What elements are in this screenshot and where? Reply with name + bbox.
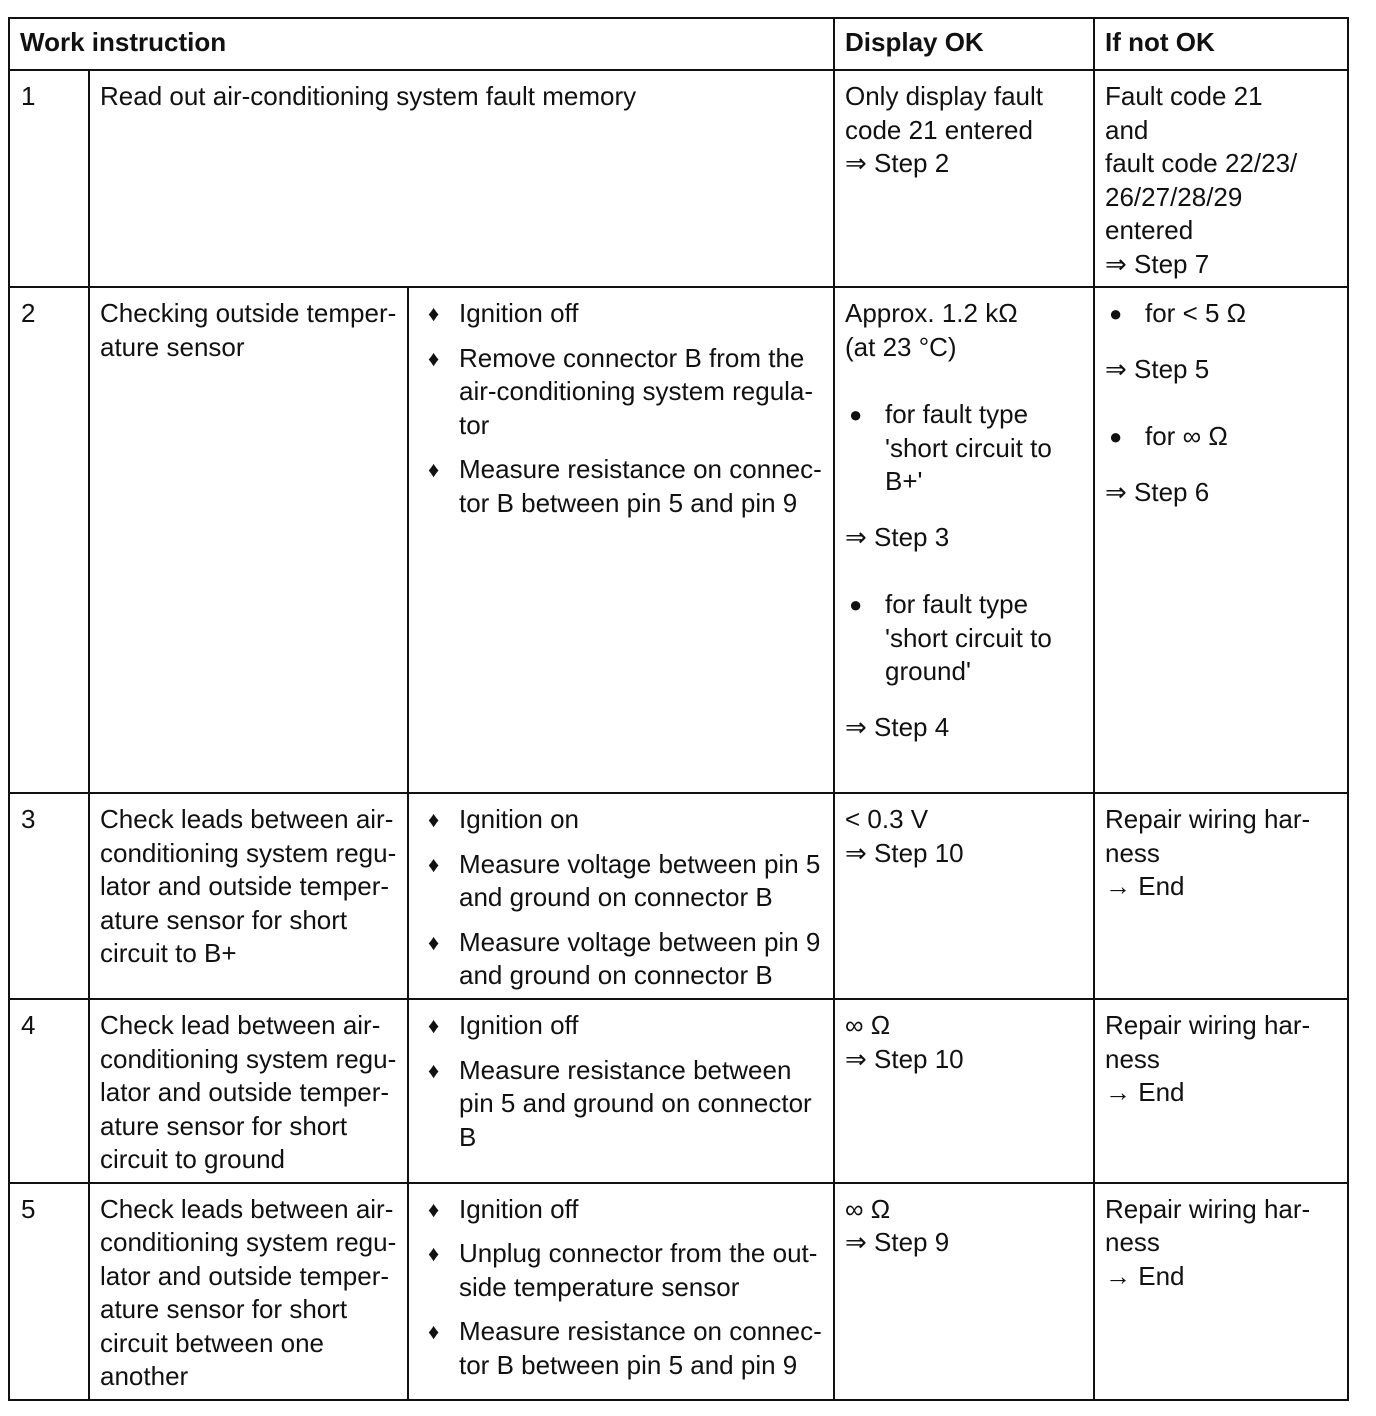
header-work-instruction: Work instruction bbox=[9, 18, 834, 70]
display-ok-cell: Approx. 1.2 kΩ (at 23 °C) ● for fault type 'short circuit to B+' ⇒ Step 3 ● for fault type 'short circuit to ground' ⇒ Step 4 bbox=[834, 287, 1094, 793]
diamond-bullet-icon: ♦ bbox=[428, 1057, 440, 1083]
list-item: ♦ Measure voltage between pin 9 and ground on connector B bbox=[428, 926, 821, 990]
table-row bbox=[9, 1183, 1348, 1400]
diamond-bullet-icon: ♦ bbox=[428, 1013, 440, 1038]
bullet-dot-icon: ● bbox=[1109, 301, 1123, 326]
step-actions bbox=[408, 793, 834, 999]
list-item: ♦ Ignition on bbox=[419, 803, 823, 837]
step-task: Check leads between air- conditioning system regu- lator and outside temper- ature sensor for short circuit between one another bbox=[89, 1183, 408, 1400]
diamond-bullet-icon: ♦ bbox=[428, 345, 440, 371]
step-task: Checking outside temper- ature sensor bbox=[89, 287, 408, 793]
step-number: 4 bbox=[9, 999, 89, 1183]
list-item: ♦ Unplug connector from the out- side temperature sensor bbox=[428, 1238, 818, 1302]
display-ok-cell: Only display fault code 21 entered ⇒ Step 2 bbox=[834, 70, 1094, 287]
header-row bbox=[9, 18, 1348, 70]
step-number: 1 bbox=[9, 70, 89, 287]
table-row bbox=[9, 793, 1348, 999]
step-actions bbox=[408, 999, 834, 1183]
list-item: ♦ Ignition off bbox=[419, 1009, 823, 1043]
list-item: ● for ∞ Ω bbox=[1105, 420, 1337, 454]
step-actions bbox=[408, 287, 834, 793]
list-item: ♦ Measure voltage between pin 5 and ground on connector B bbox=[428, 848, 821, 912]
display-ok-cell: ∞ Ω ⇒ Step 10 bbox=[834, 999, 1094, 1183]
step-task: Read out air-conditioning system fault memory bbox=[89, 70, 834, 287]
list-item: ● for fault type 'short circuit to B+' bbox=[849, 399, 1052, 496]
list-item: ♦ Ignition off bbox=[419, 1193, 823, 1227]
bullet-dot-icon: ● bbox=[849, 592, 863, 617]
header-display-ok: Display OK bbox=[834, 18, 1094, 70]
diamond-bullet-icon: ♦ bbox=[428, 301, 440, 326]
if-not-ok-cell: Repair wiring har- ness → End bbox=[1094, 793, 1348, 999]
display-ok-cell: < 0.3 V ⇒ Step 10 bbox=[834, 793, 1094, 999]
diamond-bullet-icon: ♦ bbox=[428, 1241, 440, 1266]
if-not-ok-cell: Repair wiring har- ness → End bbox=[1094, 999, 1348, 1183]
diamond-bullet-icon: ♦ bbox=[428, 457, 440, 482]
diamond-bullet-icon: ♦ bbox=[428, 807, 440, 832]
if-not-ok-cell: ● for < 5 Ω ⇒ Step 5 ● for ∞ Ω ⇒ Step 6 bbox=[1094, 287, 1348, 793]
work-instruction-table bbox=[8, 17, 1349, 1401]
display-ok-cell: ∞ Ω ⇒ Step 9 bbox=[834, 1183, 1094, 1400]
step-actions bbox=[408, 1183, 834, 1400]
if-not-ok-cell: Repair wiring har- ness → End bbox=[1094, 1183, 1348, 1400]
list-item: ♦ Remove connector B from the air-conditioning system regula- tor bbox=[428, 342, 814, 440]
step-number: 5 bbox=[9, 1183, 89, 1400]
step-number: 3 bbox=[9, 793, 89, 999]
list-item: ♦ Measure resistance between pin 5 and ground on connector B bbox=[428, 1054, 812, 1152]
bullet-dot-icon: ● bbox=[849, 402, 863, 427]
table-row bbox=[9, 287, 1348, 793]
list-item: ♦ Ignition off bbox=[419, 297, 823, 331]
list-item: ♦ Measure resistance on connec- tor B between pin 5 and pin 9 bbox=[428, 1316, 822, 1380]
diamond-bullet-icon: ♦ bbox=[428, 929, 440, 955]
diamond-bullet-icon: ♦ bbox=[428, 1196, 440, 1222]
diamond-bullet-icon: ♦ bbox=[428, 1319, 440, 1344]
header-if-not-ok: If not OK bbox=[1094, 18, 1348, 70]
step-task: Check lead between air- conditioning system regu- lator and outside temper- ature sensor for short circuit to ground bbox=[89, 999, 408, 1183]
step-number: 2 bbox=[9, 287, 89, 793]
list-item: ♦ Measure resistance on connec- tor B between pin 5 and pin 9 bbox=[428, 454, 822, 518]
list-item: ● for < 5 Ω bbox=[1105, 297, 1337, 331]
bullet-dot-icon: ● bbox=[1109, 424, 1123, 449]
table-row bbox=[9, 70, 1348, 287]
step-task: Check leads between air- conditioning system regu- lator and outside temper- ature sensor for short circuit to B+ bbox=[89, 793, 408, 999]
table-row bbox=[9, 999, 1348, 1183]
diamond-bullet-icon: ♦ bbox=[428, 851, 440, 877]
list-item: ● for fault type 'short circuit to ground' bbox=[849, 589, 1052, 686]
if-not-ok-cell: Fault code 21 and fault code 22/23/ 26/27/28/29 entered ⇒ Step 7 bbox=[1094, 70, 1348, 287]
